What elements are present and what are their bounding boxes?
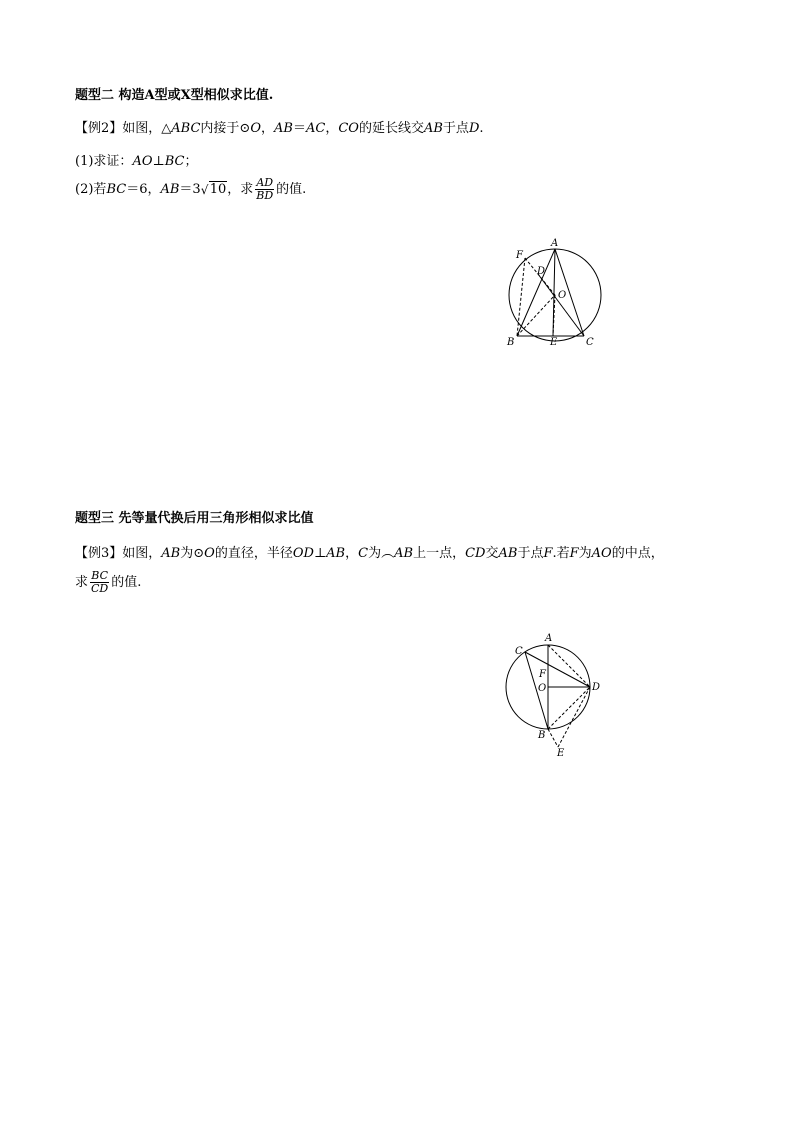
label-b: B — [507, 337, 515, 348]
figure-example-2 — [495, 230, 635, 360]
dashed-bo — [517, 295, 555, 336]
label-e: E — [557, 748, 565, 759]
segment-cd — [525, 652, 590, 687]
example-2-question-1: (1)求证：AO⊥BC； — [75, 154, 198, 169]
example-3-statement-line-1: 【例3】如图，AB为⊙O的直径，半径OD⊥AB，C为︵AB上一点，CD交AB于点F.若F为AO的中点， — [75, 546, 664, 561]
label-f: F — [516, 250, 523, 261]
example-2-question-2: (2)若BC＝6，AB＝3 √ 10，求 $\frac{AD}{BD}$ 的值. — [75, 176, 307, 203]
example-3-statement-line-2: 求 $\frac{BC}{CD}$ 的值. — [75, 569, 142, 596]
dashed-ad — [548, 645, 590, 687]
section-3-heading: 题型三 先等量代换后用三角形相似求比值 — [75, 511, 314, 526]
label-f: F — [539, 669, 546, 680]
dashed-de — [558, 687, 590, 747]
example-2-tag: 【例2】 — [75, 121, 123, 136]
figure-example-3 — [495, 625, 635, 765]
label-d: D — [537, 266, 546, 277]
label-c: C — [586, 337, 594, 348]
label-a: A — [545, 633, 553, 644]
example-2-statement: 【例2】如图，△ABC内接于⊙O，AB＝AC，CO的延长线交AB于点D. — [75, 121, 484, 136]
label-o: O — [538, 683, 547, 694]
fraction-bc-cd: $\frac{BC}{CD}$ — [91, 569, 109, 596]
label-c: C — [515, 646, 523, 657]
radical-sign: √ — [200, 183, 209, 198]
dashed-bd — [548, 687, 590, 729]
dashed-be — [548, 729, 558, 747]
section-2-heading: 题型二 构造A型或X型相似求比值. — [75, 88, 274, 103]
label-o: O — [558, 290, 567, 301]
label-e: E — [550, 337, 558, 348]
dashed-fb — [517, 258, 525, 336]
label-d: D — [592, 682, 601, 693]
label-b: B — [538, 730, 546, 741]
label-a: A — [551, 238, 559, 249]
sqrt-expression: √ 10 — [200, 182, 227, 198]
arc-symbol: ︵ — [381, 546, 395, 561]
fraction-ad-bd: $\frac{AD}{BD}$ — [256, 176, 274, 203]
example-3-tag: 【例3】 — [75, 546, 123, 561]
